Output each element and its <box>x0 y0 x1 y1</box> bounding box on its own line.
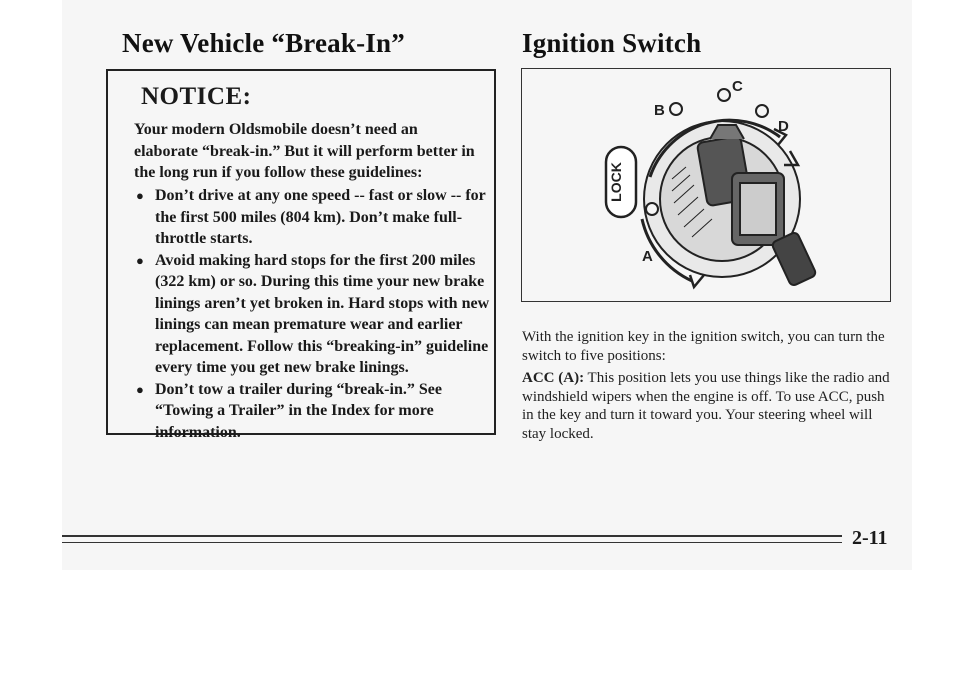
position-label-b: B <box>654 102 665 119</box>
page-number: 2-11 <box>852 527 888 549</box>
acc-lead: ACC (A): <box>522 370 585 386</box>
ignition-switch-illustration <box>522 69 890 301</box>
position-label-c: C <box>732 78 743 95</box>
lock-label: LOCK <box>608 162 624 202</box>
position-label-d: D <box>778 118 789 135</box>
notice-box <box>106 69 496 441</box>
notice-title: NOTICE: <box>141 83 252 110</box>
acc-paragraph <box>522 369 897 443</box>
list-item <box>134 379 494 444</box>
notice-guideline-list <box>134 185 494 443</box>
section-heading-break-in: New Vehicle “Break-In” <box>122 28 405 58</box>
position-label-a: A <box>642 248 653 265</box>
ignition-switch-figure <box>521 68 891 302</box>
ignition-intro-paragraph: With the ignition key in the ignition switch, you can turn the switch to five positions: <box>522 329 885 364</box>
footer-rule <box>62 535 842 537</box>
bullet-icon: ● <box>136 188 144 203</box>
section-heading-ignition-switch: Ignition Switch <box>522 28 702 58</box>
acc-description: This position lets you use things like the radio and windshield wipers when the engine is off. To use ACC, push in the key and turn it toward you. Your steering wheel will stay locked. <box>522 370 890 442</box>
guideline-text: Don’t tow a trailer during “break-in.” See “Towing a Trailer” in the Index for more information. <box>155 380 442 441</box>
list-item <box>134 185 494 250</box>
guideline-text: Avoid making hard stops for the first 200 miles (322 km) or so. During this time your new brake linings aren’t yet broken in. Hard stops with new linings can mean premature wear and earlier replacement. Follow this “breaking-in” guideline every time you get new brake linings. <box>155 251 490 376</box>
bullet-icon: ● <box>136 381 144 397</box>
bullet-icon: ● <box>136 252 144 268</box>
notice-intro: Your modern Oldsmobile doesn’t need an elaborate “break-in.” But it will perform better in the long run if you follow these guidelines: <box>134 121 475 181</box>
list-item <box>134 250 494 379</box>
guideline-text: Don’t drive at any one speed -- fast or slow -- for the first 500 miles (804 km). Don’t make full-throttle starts. <box>155 187 486 247</box>
footer-rule <box>62 542 842 543</box>
